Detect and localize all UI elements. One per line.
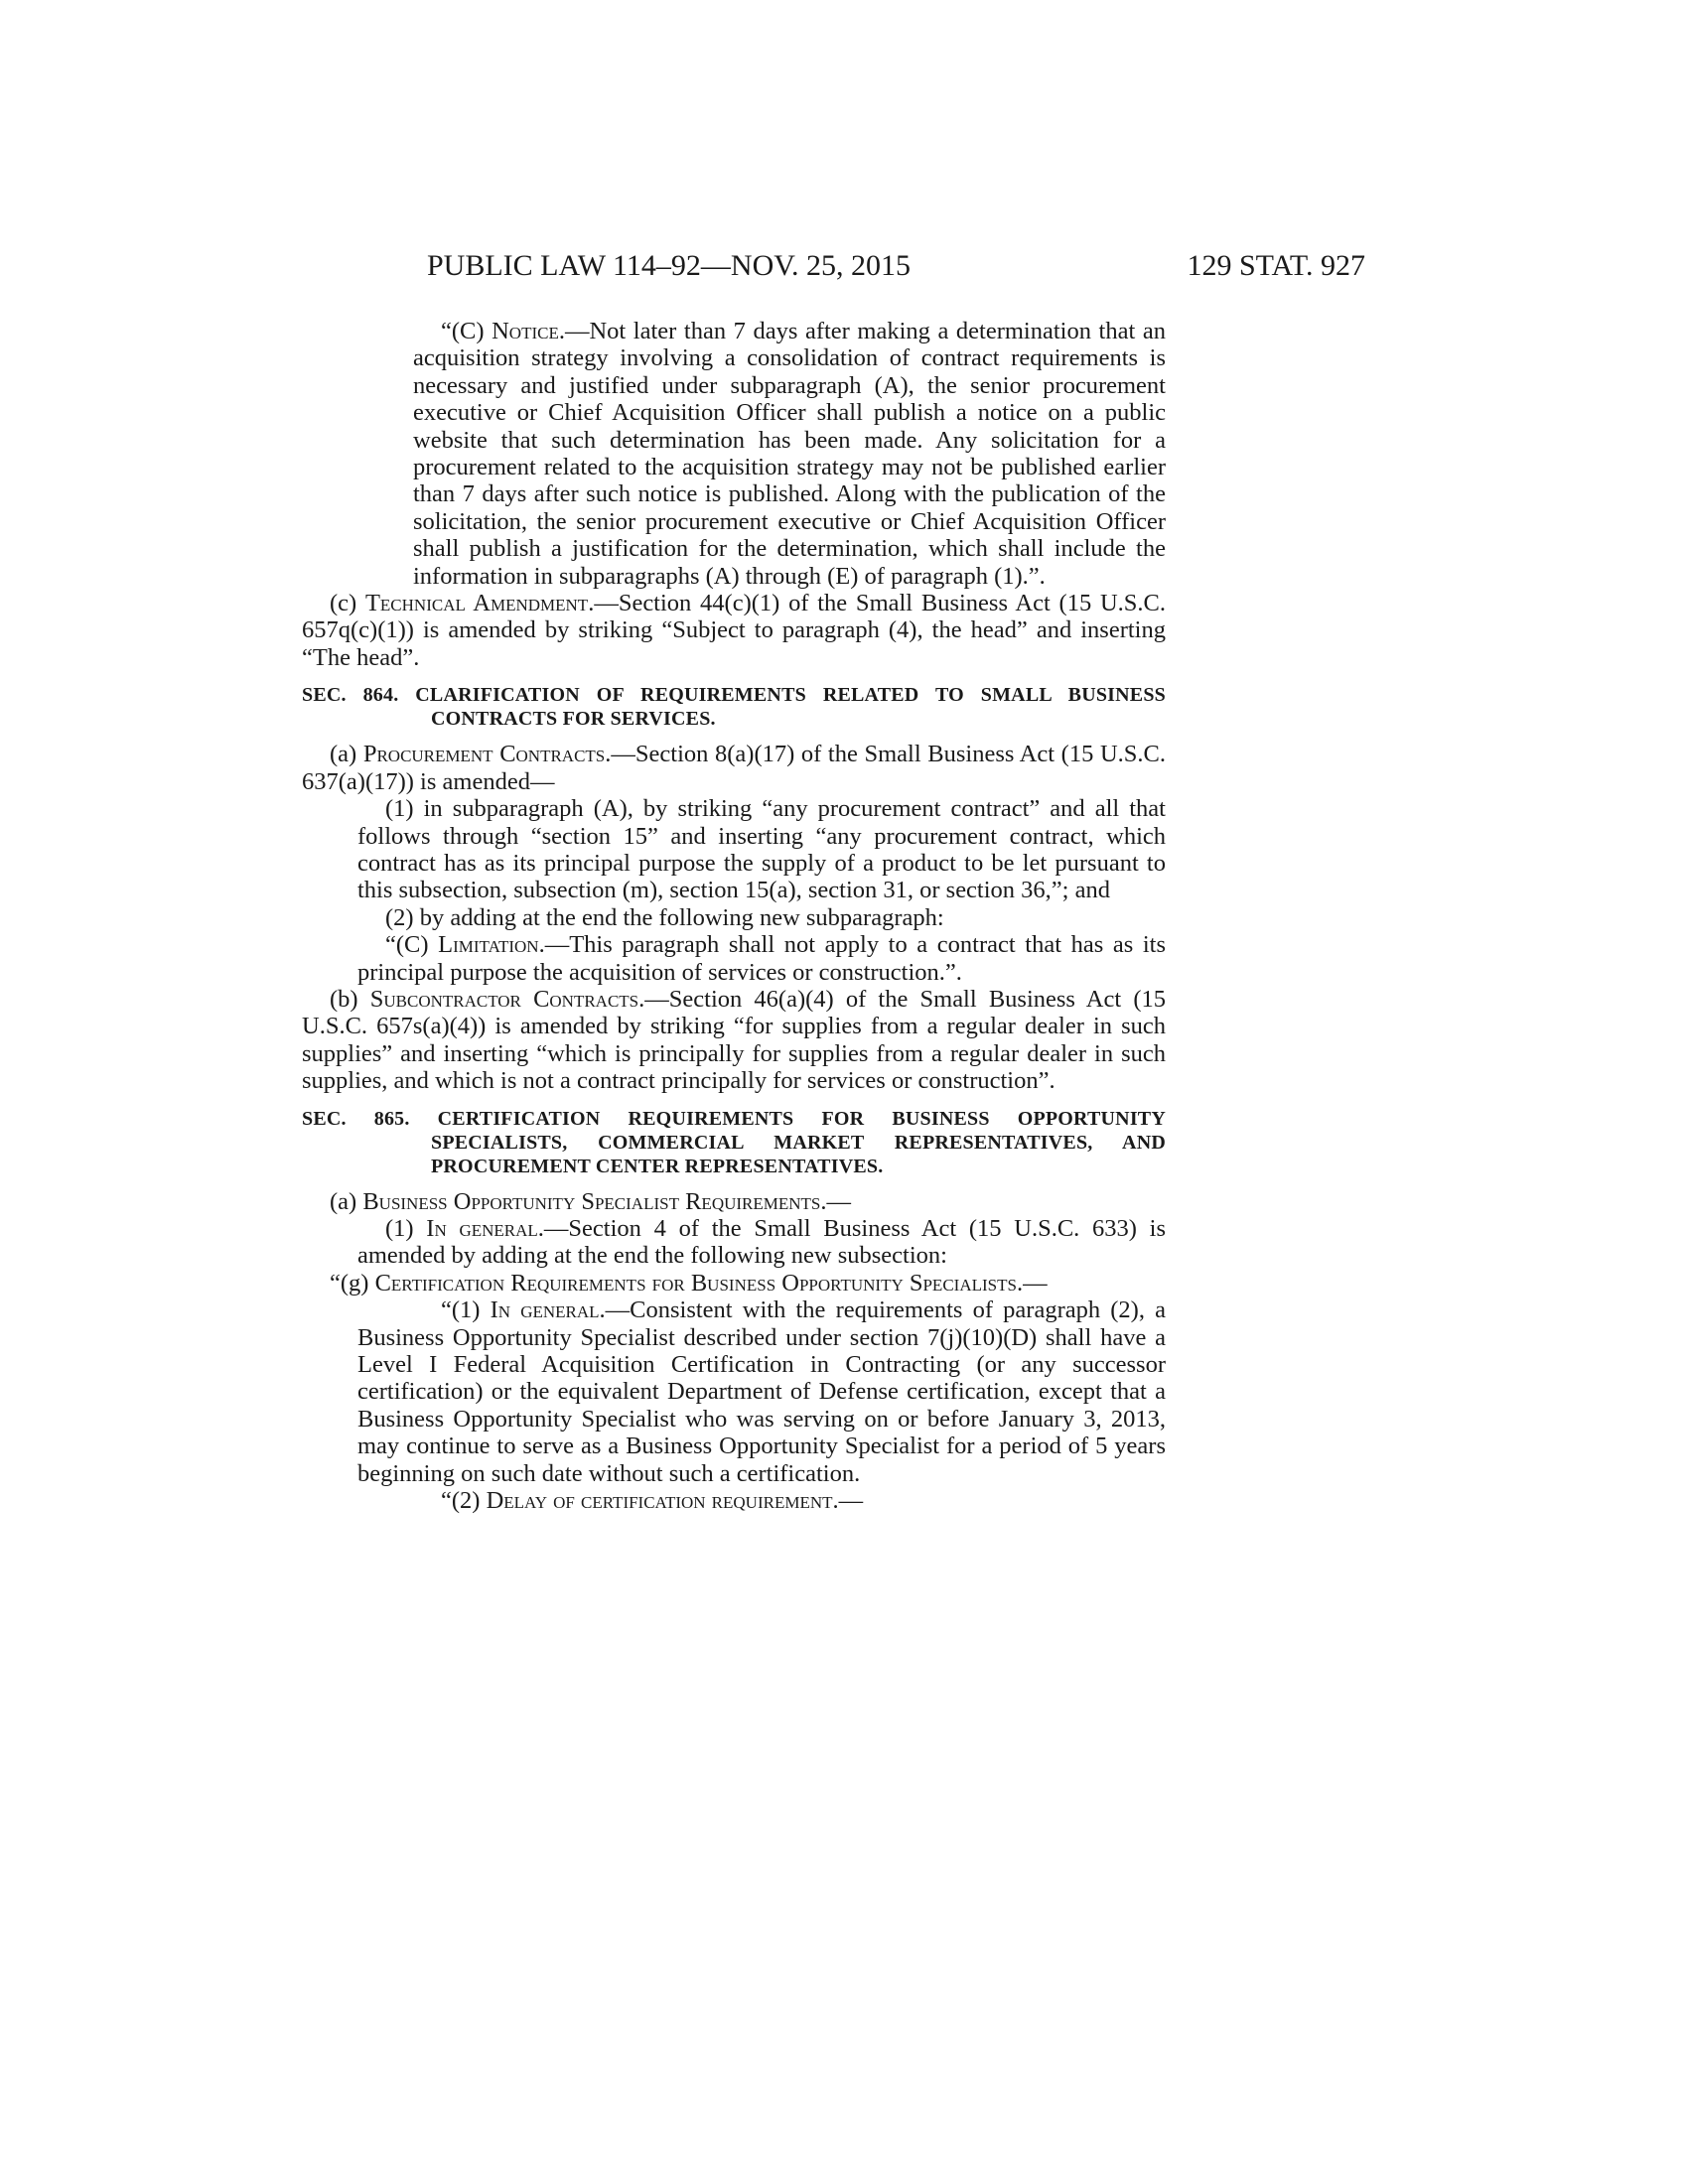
paragraph-subparagraph-a: (1) in subparagraph (A), by striking “any procurement contract” and all that follows through “section 15” and inserting “any procurement contract, which contract has as its principal purpose the supply of a product to be let pursuant to this subsection, subsection (m), section 15(a), section 31, or section 36,”; and [357, 795, 1166, 904]
section-heading-865: SEC. 865. CERTIFICATION REQUIREMENTS FOR BUSINESS OPPORTUNITY SPECIALISTS, COMMERCIAL MARKET REPRESENTATIVES, AND PROCUREMENT CENTER REPRESENTATIVES. [302, 1107, 1166, 1177]
paragraph-procurement-contracts: (a) Procurement Contracts.—Section 8(a)(17) of the Small Business Act (15 U.S.C. 637(a)(17)) is amended— [302, 741, 1166, 795]
paragraph-certification-requirements-g: “(g) Certification Requirements for Business Opportunity Specialists.— [330, 1269, 1048, 1297]
document-body [302, 318, 1166, 1514]
paragraph-in-general-1: (1) In general.—Section 4 of the Small Business Act (15 U.S.C. 633) is amended by adding at the end the following new subsection: [357, 1214, 1166, 1270]
header-title: PUBLIC LAW 114–92—NOV. 25, 2015 [427, 249, 912, 282]
paragraph-technical-amendment: (c) Technical Amendment.—Section 44(c)(1) of the Small Business Act (15 U.S.C. 657q(c)(1)) is amended by striking “Subject to paragraph (4), the head” and inserting “The head”. [302, 590, 1166, 671]
paragraph-delay-certification: “(2) Delay of certification requirement.— [441, 1487, 864, 1515]
paragraph-in-general-g1: “(1) In general.—Consistent with the requirements of paragraph (2), a Business Opportunity Specialist described under section 7(j)(10)(D) shall have a Level I Federal Acquisition Certification in Contracting (or any successor certification) or the equivalent Department of Defense certification, except that a Business Opportunity Specialist who was serving on or before January 3, 2013, may continue to serve as a Business Opportunity Specialist for a period of 5 years beginning on such date without such a certification. [357, 1297, 1166, 1487]
paragraph-subcontractor-contracts: (b) Subcontractor Contracts.—Section 46(a)(4) of the Small Business Act (15 U.S.C. 657s(a)(4)) is amended by striking “for supplies from a regular dealer in such supplies” and inserting “which is principally for supplies from a regular dealer in such supplies, and which is not a contract principally for services or construction”. [302, 985, 1166, 1095]
paragraph-limitation: “(C) Limitation.—This paragraph shall not apply to a contract that has as its principal purpose the acquisition of services or construction.”. [357, 931, 1166, 986]
paragraph-adding-subparagraph: (2) by adding at the end the following new subparagraph: [385, 903, 944, 931]
paragraph-notice: “(C) Notice.—Not later than 7 days after making a determination that an acquisition strategy involving a consolidation of contract requirements is necessary and justified under subparagraph (A), the senior procurement executive or Chief Acquisition Officer shall publish a notice on a public website that such determination has been made. Any solicitation for a procurement related to the acquisition strategy may not be published earlier than 7 days after such notice is published. Along with the publication of the solicitation, the senior procurement executive or Chief Acquisition Officer shall publish a justification for the determination, which shall include the information in subparagraphs (A) through (E) of paragraph (1).”. [413, 318, 1166, 590]
paragraph-bos-requirements: (a) Business Opportunity Specialist Requirements.— [330, 1187, 851, 1215]
section-heading-864: SEC. 864. CLARIFICATION OF REQUIREMENTS RELATED TO SMALL BUSINESS CONTRACTS FOR SERVICES. [302, 684, 1166, 731]
header-stat-page: 129 STAT. 927 [1187, 249, 1365, 282]
page-header [427, 246, 1365, 286]
